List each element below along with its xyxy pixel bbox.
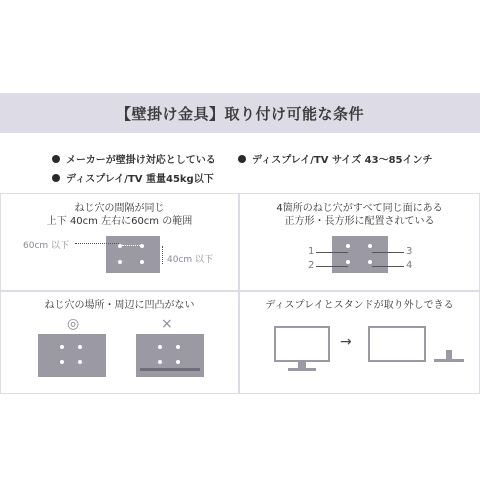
horizontal-measure-label: 60cm 以下 [23, 241, 70, 251]
hole-spacing-title-2: 上下 40cm 左右に60cm の範囲 [46, 216, 193, 227]
screw-hole [368, 244, 372, 248]
vertical-measure-label: 40cm 以下 [167, 255, 214, 265]
screw-hole [140, 260, 144, 264]
page-title: 【壁掛け金具】取り付け可能な条件 [115, 104, 364, 123]
measure-line [122, 245, 140, 246]
screw-hole [368, 260, 372, 264]
condition-item [52, 151, 216, 166]
screw-hole [346, 244, 350, 248]
removable-stand-title: ディスプレイとスタンドが取り外しできる [265, 300, 454, 311]
condition-item [238, 151, 433, 166]
removable-stand-panel [240, 292, 479, 393]
screw-hole [176, 345, 180, 349]
condition-text: メーカーが壁掛け対応としている [66, 155, 216, 166]
wall-plate-diagram [332, 236, 388, 273]
bullet-icon [52, 155, 60, 163]
conditions-list [0, 133, 480, 193]
screw-hole [346, 260, 350, 264]
condition-text: ディスプレイ/TV 重量45kg以下 [66, 174, 214, 185]
monitor-only-icon [368, 326, 426, 362]
hole-spacing-panel [1, 194, 238, 290]
no-unevenness-title: ねじ穴の場所・周辺に凹凸がない [44, 300, 195, 311]
uneven-plate-diagram [136, 334, 204, 377]
vertical-leader-line [162, 246, 163, 264]
leader-line-2 [316, 266, 348, 267]
flat-plate-diagram [38, 334, 106, 377]
screw-hole [78, 360, 82, 364]
hole-number-2: 2 [308, 260, 315, 271]
no-unevenness-panel [1, 292, 238, 393]
screw-hole [158, 345, 162, 349]
wall-plate-diagram [106, 236, 160, 273]
conditions-grid [0, 193, 480, 394]
condition-item [52, 170, 214, 185]
bullet-icon [238, 155, 246, 163]
horizontal-leader-line [75, 243, 119, 244]
leader-line-4 [372, 266, 404, 267]
hole-number-4: 4 [406, 260, 413, 271]
ok-circle-icon: ◎ [67, 316, 80, 332]
ng-cross-icon: × [161, 316, 173, 332]
hole-number-3: 3 [406, 246, 413, 257]
leader-line-1 [316, 252, 348, 253]
same-plane-title-1: 4箇所のねじ穴がすべて同じ面にある [276, 203, 443, 214]
monitor-with-stand-icon [274, 326, 330, 362]
screw-hole [60, 360, 64, 364]
stand-base [288, 368, 316, 371]
same-plane-title-2: 正方形・長方形に配置されている [284, 216, 435, 227]
screw-hole [60, 345, 64, 349]
screw-hole [118, 260, 122, 264]
condition-text: ディスプレイ/TV サイズ 43～85インチ [252, 155, 433, 166]
bullet-icon [52, 174, 60, 182]
same-plane-panel [240, 194, 479, 290]
leader-line-3 [372, 252, 404, 253]
screw-hole [78, 345, 82, 349]
hole-spacing-title-1: ねじ穴の間隔が同じ [74, 203, 165, 214]
screw-hole [140, 244, 144, 248]
protrusion-bar [140, 368, 200, 371]
hole-number-1: 1 [308, 246, 315, 257]
header-banner [0, 93, 480, 133]
detached-stand-base [434, 359, 464, 362]
screw-hole [158, 360, 162, 364]
screw-hole [176, 360, 180, 364]
arrow-right-icon: → [340, 334, 352, 350]
